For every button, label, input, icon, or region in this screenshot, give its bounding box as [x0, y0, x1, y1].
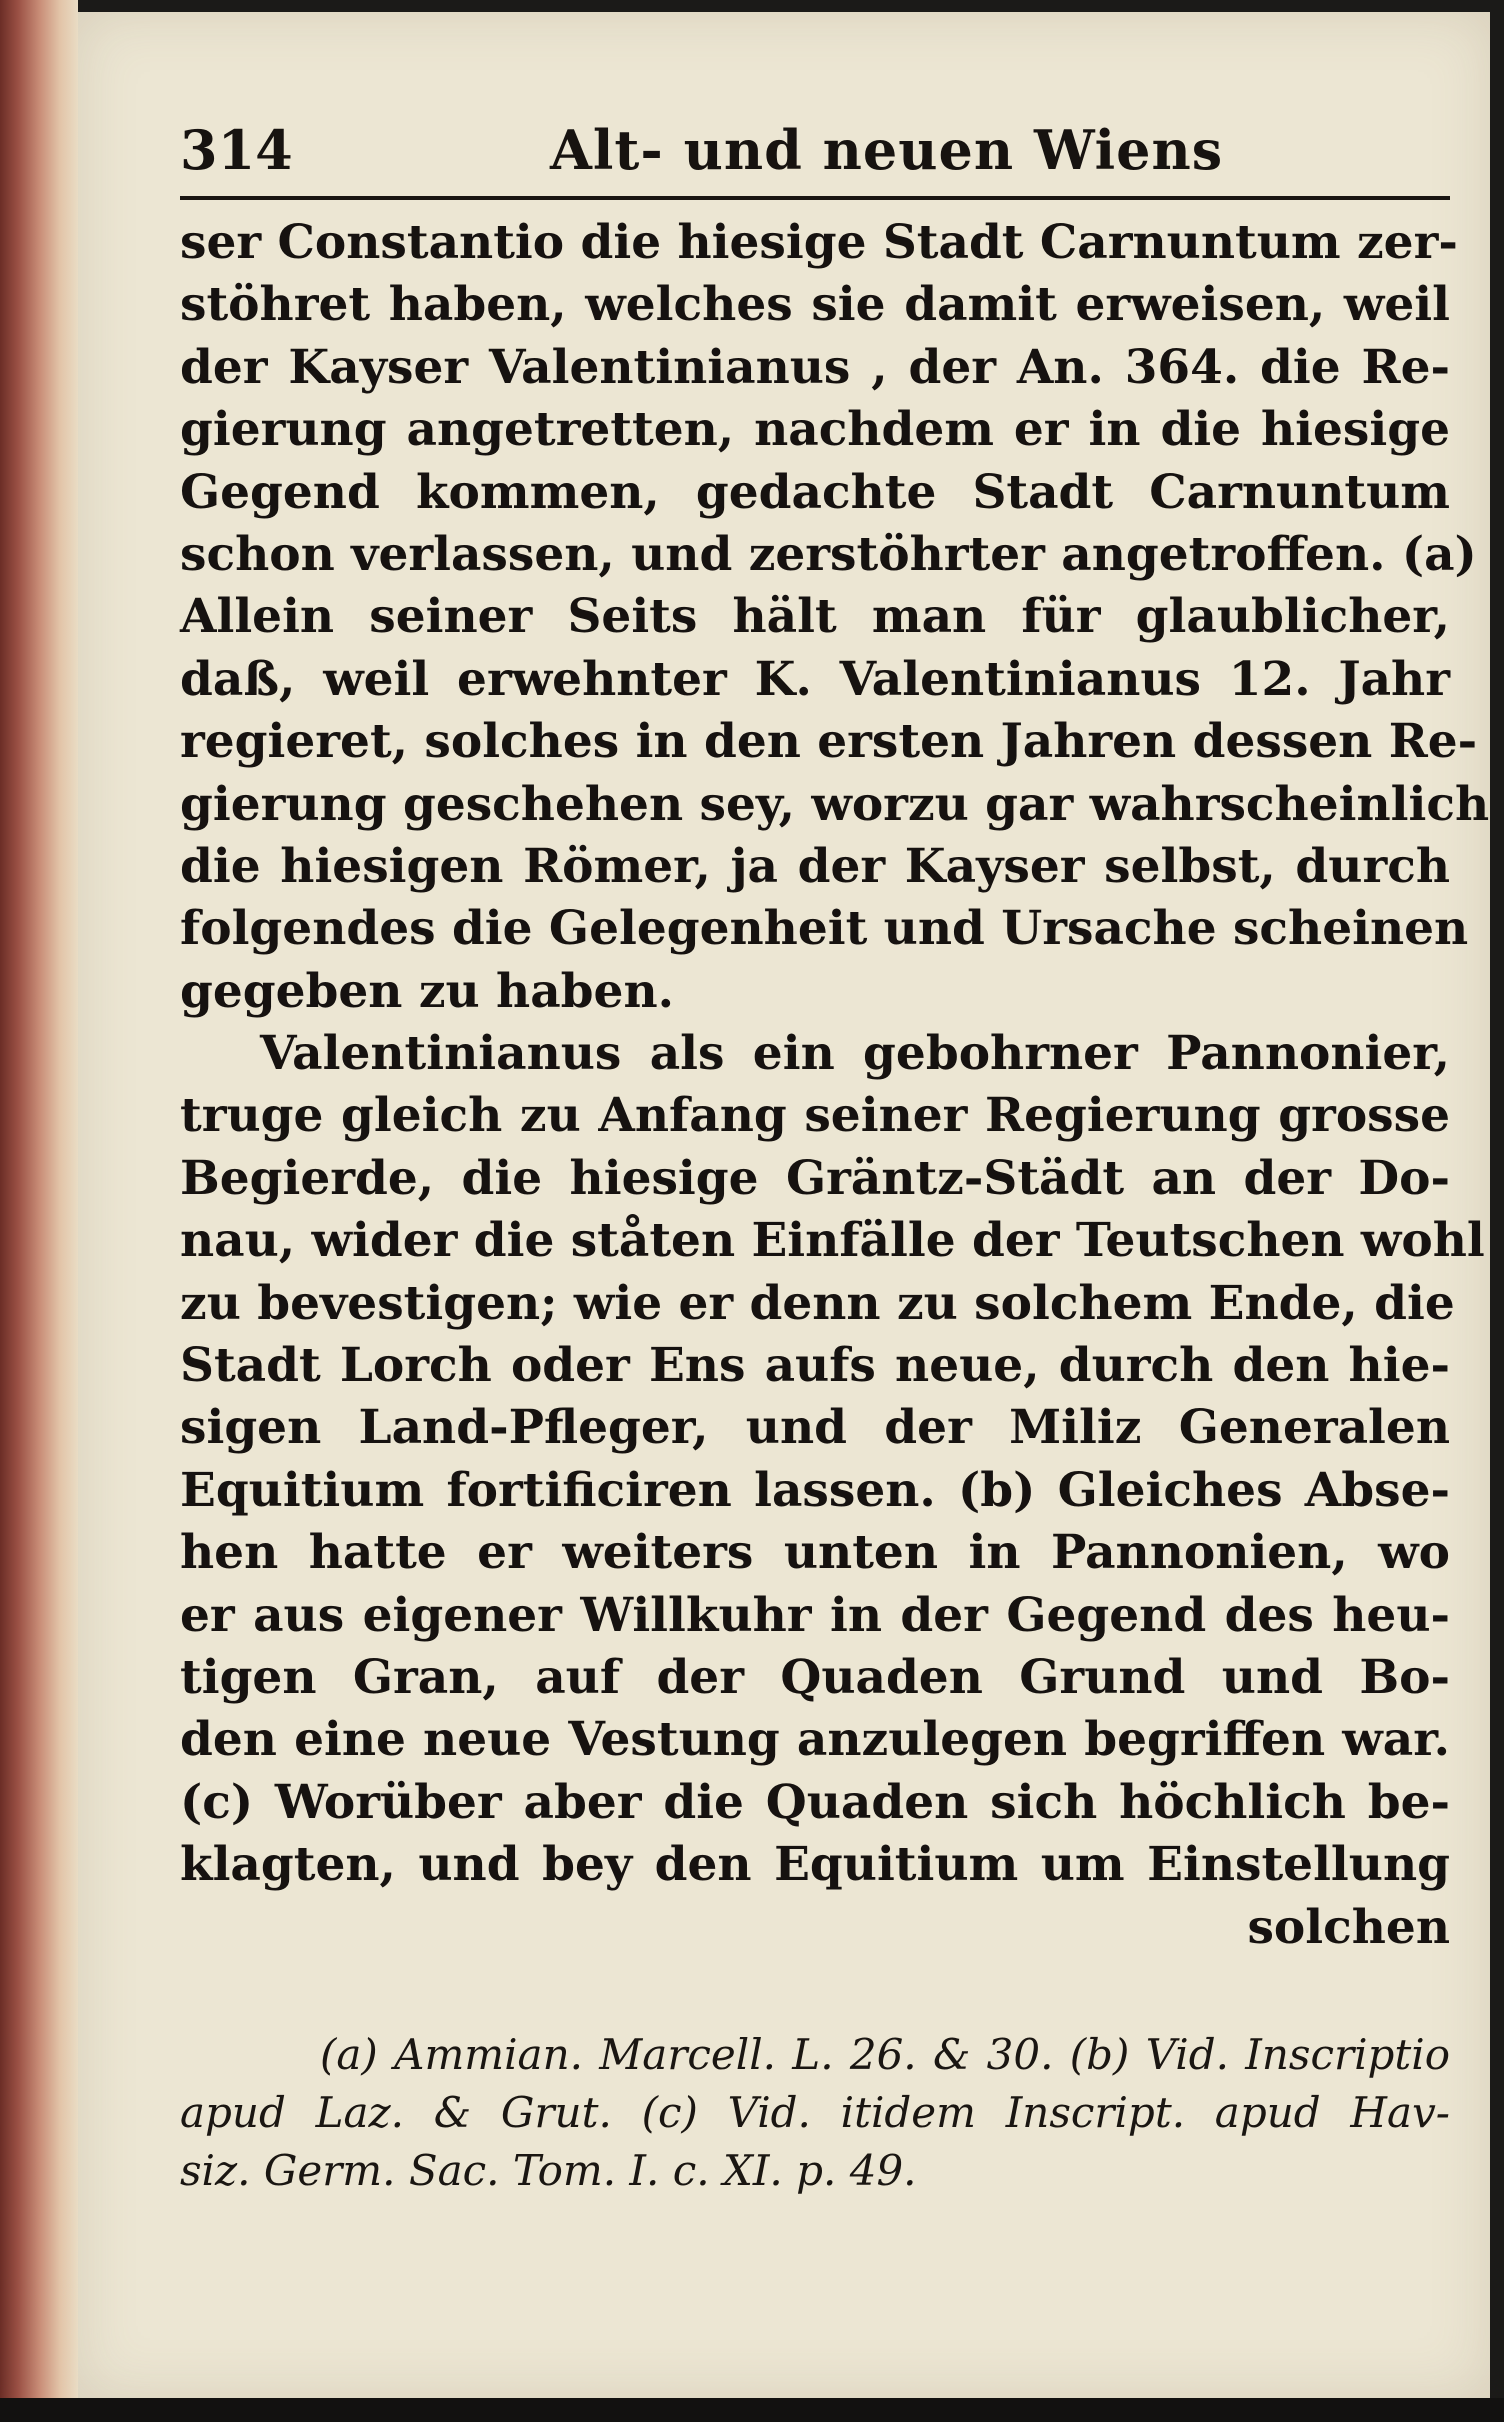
text-line: der Kayser Valentinianus , der An. 364. die Re-	[180, 339, 1450, 395]
paragraph-start-line: Valentinianus als ein gebohrner Pannonier,	[260, 1026, 1450, 1082]
text-line: truge gleich zu Anfang seiner Regierung grosse	[180, 1088, 1450, 1144]
text-line: daß, weil erwehnter K. Valentinianus 12. Jahr	[180, 651, 1450, 707]
running-title: Alt- und neuen Wiens	[550, 118, 1224, 182]
header-rule	[180, 196, 1450, 200]
text-line: schon verlassen, und zerstöhrter angetroffen. (a)	[180, 526, 1477, 582]
text-line: sigen Land-Pfleger, und der Miliz Generalen	[180, 1400, 1450, 1456]
text-line: (c) Worüber aber die Quaden sich höchlich be-	[180, 1774, 1450, 1830]
text-line: gierung geschehen sey, worzu gar wahrscheinlich	[180, 776, 1490, 832]
page-header	[180, 118, 1450, 198]
text-line: hen hatte er weiters unten in Pannonien, wo	[180, 1525, 1450, 1581]
catchword: solchen	[1247, 1899, 1450, 1955]
page-number: 314	[180, 118, 293, 182]
text-line: regieret, solches in den ersten Jahren dessen Re-	[180, 714, 1478, 770]
text-line: die hiesigen Römer, ja der Kayser selbst, durch	[180, 838, 1450, 894]
footnotes	[180, 2026, 1450, 2200]
text-line: tigen Gran, auf der Quaden Grund und Bo-	[180, 1649, 1450, 1705]
text-line: ser Constantio die hiesige Stadt Carnuntum zer-	[180, 215, 1458, 270]
book-page-edge	[0, 0, 78, 2422]
text-line: den eine neue Vestung anzulegen begriffen war.	[180, 1712, 1450, 1768]
text-line: klagten, und bey den Equitium um Einstellung	[180, 1837, 1450, 1893]
text-line: stöhret haben, welches sie damit erweisen, weil	[180, 277, 1450, 333]
text-line: Allein seiner Seits hält man für glaublicher,	[180, 589, 1450, 645]
text-line: nau, wider die ståten Einfälle der Teutschen wohl	[180, 1213, 1485, 1269]
text-line: Gegend kommen, gedachte Stadt Carnuntum	[180, 464, 1450, 520]
body-text	[180, 212, 1490, 1959]
footnote-line: apud Laz. & Grut. (c) Vid. itidem Inscript. apud Hav-	[180, 2088, 1450, 2137]
text-line: Stadt Lorch oder Ens aufs neue, durch den hie-	[180, 1338, 1450, 1394]
paragraph-end-line: gegeben zu haben.	[180, 963, 674, 1019]
footnote-line: (a) Ammian. Marcell. L. 26. & 30. (b) Vid. Inscriptio	[320, 2030, 1450, 2079]
text-line: Equitium fortificiren lassen. (b) Gleiches Abse-	[180, 1462, 1450, 1518]
scan-border	[0, 2398, 1504, 2422]
footnote-line: siz. Germ. Sac. Tom. I. c. XI. p. 49.	[180, 2146, 917, 2195]
text-line: Begierde, die hiesige Gräntz-Städt an der Do-	[180, 1150, 1450, 1206]
text-line: folgendes die Gelegenheit und Ursache scheinen	[180, 901, 1469, 957]
text-line: zu bevestigen; wie er denn zu solchem Ende, die	[180, 1275, 1455, 1331]
text-line: er aus eigener Willkuhr in der Gegend des heu-	[180, 1587, 1450, 1643]
text-line: gierung angetretten, nachdem er in die hiesige	[180, 402, 1450, 458]
